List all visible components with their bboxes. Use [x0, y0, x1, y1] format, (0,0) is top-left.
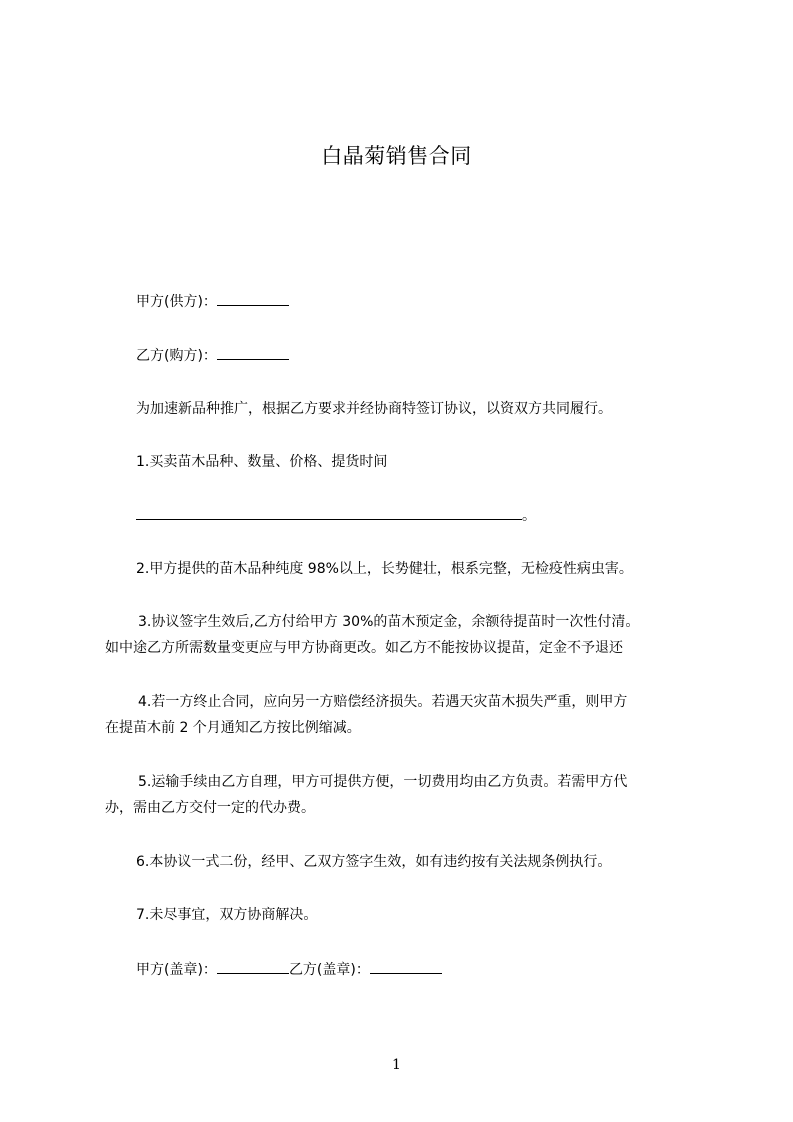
clause-1-fill-line — [136, 505, 536, 526]
clause-1: 1.买卖苗木品种、数量、价格、提货时间 — [136, 454, 388, 470]
party-b-blank — [217, 345, 289, 360]
clause-4-line-1: 4.若一方终止合同，应向另一方赔偿经济损失。若遇天灾苗木损失严重，则甲方 — [138, 694, 628, 710]
signature-line — [136, 959, 442, 980]
party-a-line — [136, 291, 289, 312]
party-b-label: 乙方(购方)： — [136, 348, 217, 364]
page-number: 1 — [392, 1057, 401, 1073]
clause-7: 7.未尽事宜，双方协商解决。 — [136, 907, 318, 923]
party-a-blank — [217, 291, 289, 306]
document-title: 白晶菊销售合同 — [321, 144, 472, 168]
clause-5-line-1: 5.运输手续由乙方自理，甲方可提供方便，一切费用均由乙方负责。若需甲方代 — [138, 774, 628, 790]
seal-a-label: 甲方(盖章)： — [136, 962, 217, 978]
preamble: 为加速新品种推广，根据乙方要求并经协商特签订协议，以资双方共同履行。 — [136, 401, 612, 417]
seal-a-blank — [217, 959, 289, 974]
clause-1-end: 。 — [522, 508, 536, 524]
seal-b-label: 乙方(盖章)： — [288, 962, 370, 978]
clause-1-blank — [136, 505, 522, 520]
clause-6: 6.本协议一式二份，经甲、乙双方签字生效，如有违约按有关法规条例执行。 — [136, 854, 612, 870]
clause-5-line-2: 办，需由乙方交付一定的代办费。 — [105, 800, 315, 816]
clause-2: 2.甲方提供的苗木品种纯度 98%以上，长势健壮，根系完整，无检疫性病虫害。 — [136, 561, 633, 577]
seal-b-blank — [370, 959, 442, 974]
clause-4-line-2: 在提苗木前 2 个月通知乙方按比例缩减。 — [105, 720, 361, 736]
party-b-line — [136, 345, 289, 366]
party-a-label: 甲方(供方)： — [136, 294, 217, 310]
clause-3-line-1: 3.协议签字生效后,乙方付给甲方 30%的苗木预定金，余额待提苗时一次性付清。 — [138, 614, 640, 630]
clause-3-line-2: 如中途乙方所需数量变更应与甲方协商更改。如乙方不能按协议提苗，定金不予退还 — [105, 640, 623, 656]
